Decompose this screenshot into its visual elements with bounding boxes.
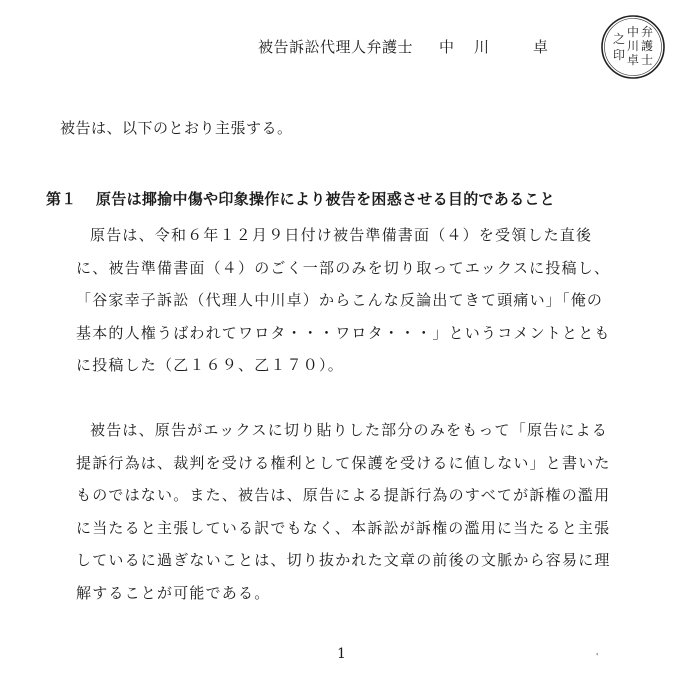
svg-text:弁: 弁 <box>640 25 654 39</box>
svg-text:卓: 卓 <box>626 53 640 67</box>
attorney-title: 被告訴訟代理人弁護士 <box>258 38 414 56</box>
intro-text: 被告は、以下のとおり主張する。 <box>60 119 293 137</box>
paragraph-2 <box>76 414 621 609</box>
page-header <box>258 36 549 57</box>
paragraph-line: 「谷家幸子訴訟（代理人中川卓）からこんな反論出てきて頭痛い」「俺の <box>76 291 604 309</box>
svg-text:之: 之 <box>612 32 626 46</box>
svg-text:印: 印 <box>612 48 626 62</box>
seal-stamp <box>600 14 666 80</box>
paragraph-line: 原告は、令和６年１２月９日付け被告準備書面（４）を受領した直後 <box>90 226 593 244</box>
paragraph-line: 解することが可能である。 <box>76 583 271 602</box>
paragraph-line: 提訴行為は、裁判を受ける権利として保護を受けるに値しない」と書いた <box>76 453 611 472</box>
paragraph-line: 被告は、原告がエックスに切り貼りした部分のみをもって「原告による <box>90 421 608 439</box>
paragraph-line: 基本的人権うばわれてワロタ・・・ワロタ・・・」というコメントととも <box>76 323 611 342</box>
attorney-name-last: 卓 <box>533 38 549 56</box>
attorney-name-first: 中川 <box>439 38 510 56</box>
paragraph-line: しているに過ぎないことは、切り抜かれた文章の前後の文脈から容易に理 <box>76 551 611 569</box>
page-number: 1 <box>337 646 346 662</box>
footer-mark: ' <box>596 652 599 661</box>
svg-text:士: 士 <box>640 53 654 67</box>
section-heading <box>46 188 555 209</box>
svg-text:中: 中 <box>626 25 640 39</box>
paragraph-line: に当たると主張している訳でもなく、本訴訟が訴権の濫用に当たると主張 <box>76 518 611 537</box>
paragraph-line: ものではない。また、被告は、原告による提訴行為のすべてが訴権の濫用 <box>76 486 611 504</box>
paragraph-1 <box>76 219 621 382</box>
section-title: 原告は揶揄中傷や印象操作により被告を困惑させる目的であること <box>96 190 556 208</box>
paragraph-line: に、被告準備書面（４）のごく一部のみを切り取ってエックスに投稿し、 <box>76 258 611 277</box>
paragraph-line: に投稿した（乙１６９、乙１７０）。 <box>76 356 344 374</box>
svg-text:護: 護 <box>640 39 654 53</box>
svg-text:川: 川 <box>626 39 640 53</box>
section-number: 第１ <box>46 190 77 208</box>
